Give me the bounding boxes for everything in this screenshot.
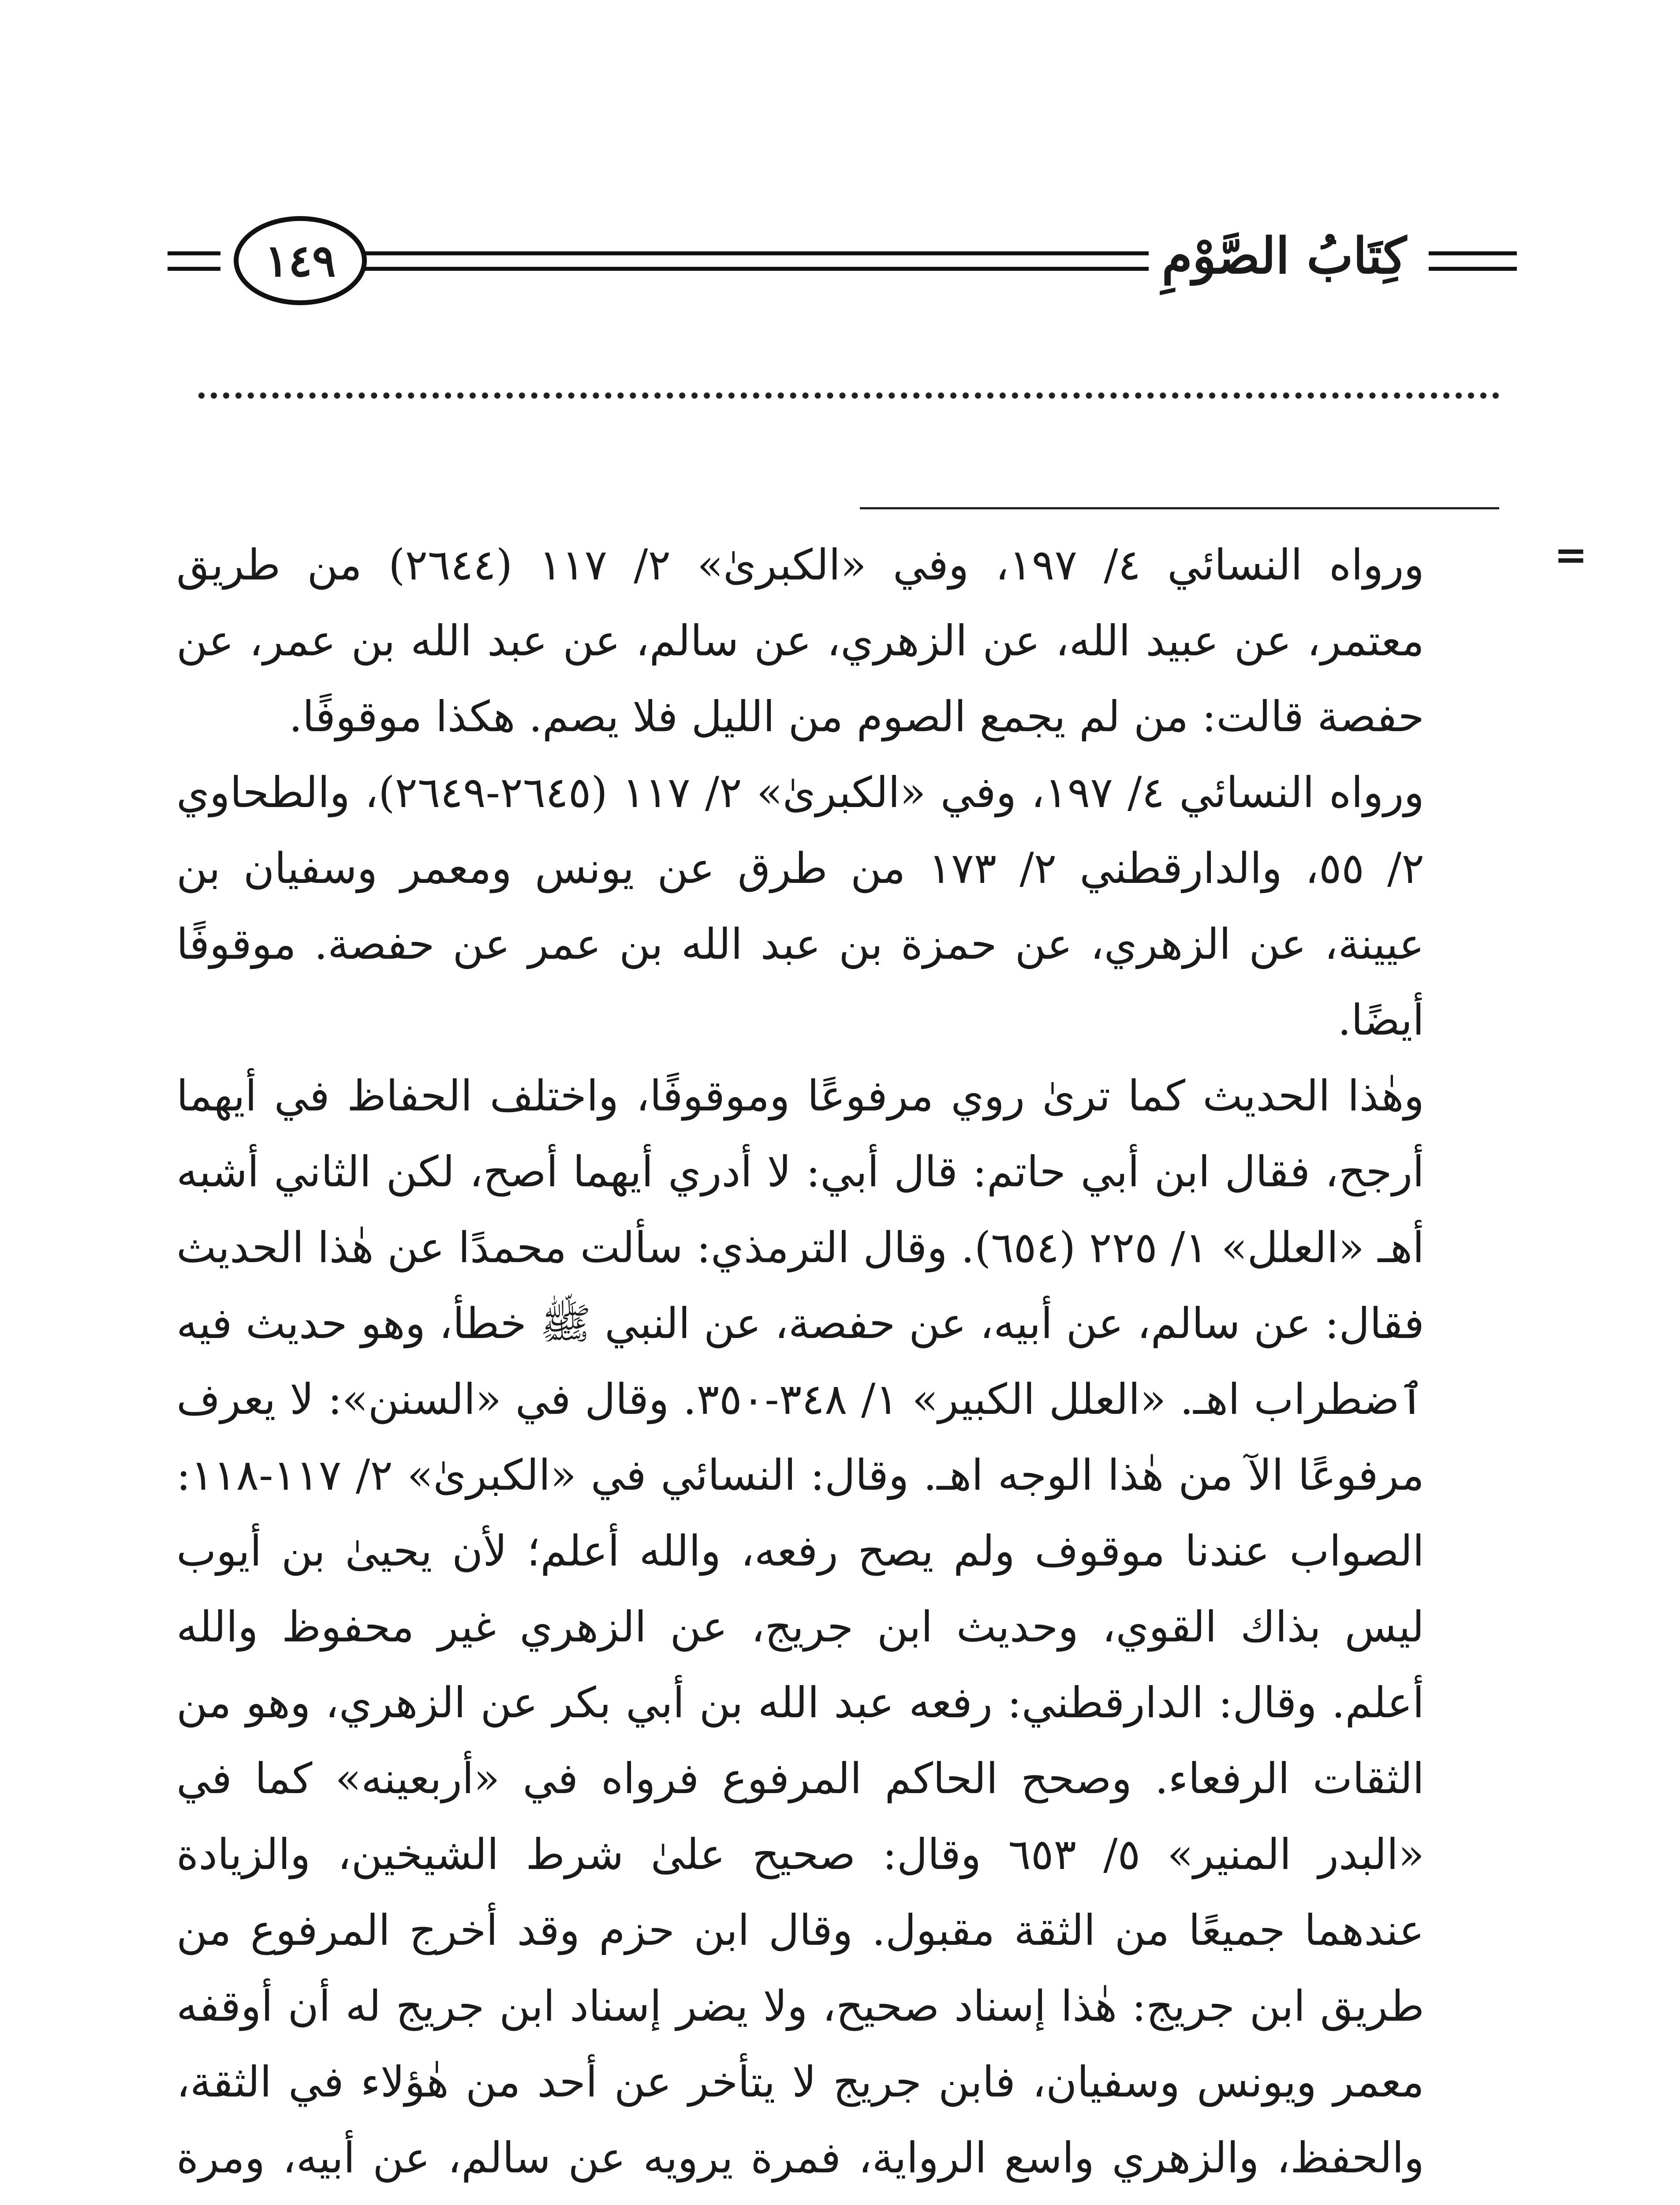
header-rule-right-end — [1429, 251, 1517, 271]
paragraph-1: ورواه النسائي ٤/ ١٩٧، وفي «الكبرىٰ» ٢/ ١١٧ (٢٦٤٤) من طريق معتمر، عن عبيد الله، عن الزهري، عن سالم، عن عبد الله بن عمر، عن حفصة قالت: من لم يجمع الصوم من الليل فلا يصم. هكذا موقوفًا. — [176, 540, 1425, 741]
continuation-mark-top: = — [1554, 531, 1587, 578]
footnote-rule — [860, 507, 1499, 509]
paragraph-2: ورواه النسائي ٤/ ١٩٧، وفي «الكبرىٰ» ٢/ ١١٧ (٢٦٤٥-٢٦٤٩)، والطحاوي ٢/ ٥٥، والدارقطني ٢/ ١٧٣ من طرق عن يونس ومعمر وسفيان بن عيينة، عن الزهري، عن حمزة بن عبد الله بن عمر عن حفصة. موقوفًا أيضًا. — [176, 768, 1425, 1045]
page-header — [168, 207, 1517, 304]
chapter-title: كِتَابُ الصَّوْمِ — [1149, 216, 1420, 295]
page-number: ١٤٩ — [234, 216, 367, 305]
footnote-text — [176, 527, 1424, 2205]
paragraph-3: وهٰذا الحديث كما ترىٰ روي مرفوعًا وموقوفًا، واختلف الحفاظ في أيهما أرجح، فقال ابن أبي حاتم: قال أبي: لا أدري أيهما أصح، لكن الثاني أشبه أهـ «العلل» ١/ ٢٢٥ (٦٥٤). وقال الترمذي: سألت محمدًا عن هٰذا الحديث فقال: عن سالم، عن أبيه، عن حفصة، عن النبي ﷺ خطأ، وهو حديث فيه ٱضطراب اهـ. «العلل الكبير» ١/ ٣٤٨-٣٥٠. وقال في «السنن»: لا يعرف مرفوعًا الآ من هٰذا الوجه اهـ. وقال: النسائي في «الكبرىٰ» ٢/ ١١٧-١١٨: الصواب عندنا موقوف ولم يصح رفعه، والله أعلم؛ لأن يحيىٰ بن أيوب ليس بذاك القوي، وحديث ابن جريج، عن الزهري غير محفوظ والله أعلم. وقال: الدارقطني: رفعه عبد الله بن أبي بكر عن الزهري، وهو من الثقات الرفعاء. وصحح الحاكم المرفوع فرواه في «أربعينه» كما في «البدر المنير» ٥/ ٦٥٣ وقال: صحيح علىٰ شرط الشيخين، والزيادة عندهما جميعًا من الثقة مقبول. وقال ابن حزم وقد أخرج المرفوع من طريق ابن جريج: هٰذا إسناد صحيح، ولا يضر إسناد ابن جريج له أن أوقفه معمر ويونس وسفيان، فابن جريج لا يتأخر عن أحد من هٰؤلاء في الثقة، والحفظ، والزهري واسع الرواية، فمرة يرويه عن سالم، عن أبيه، ومرة — [176, 1071, 1425, 2183]
header-rule-left-end — [168, 251, 220, 271]
dotted-separator — [198, 392, 1499, 399]
